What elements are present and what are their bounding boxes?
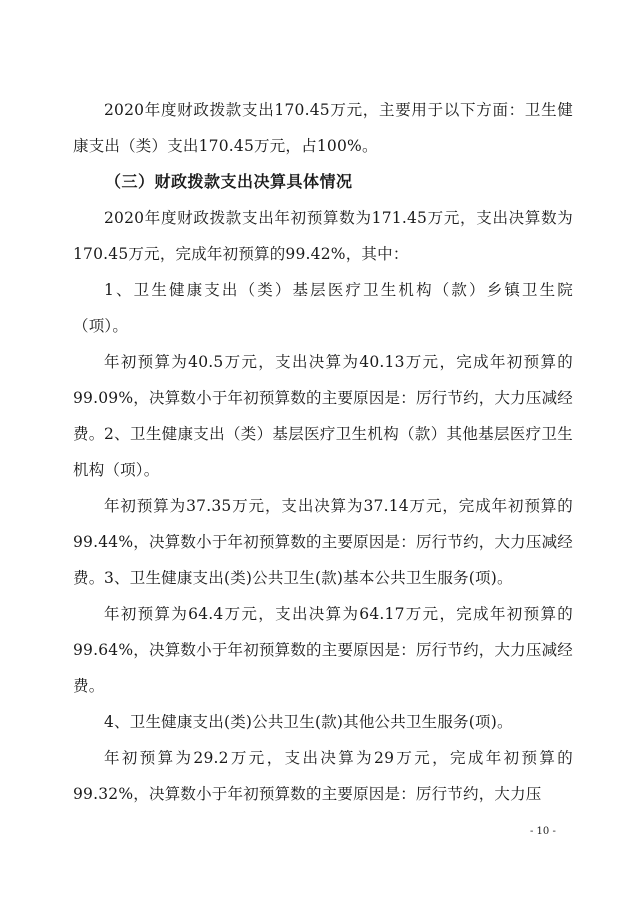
paragraph-item-1-title: 1、卫生健康支出（类）基层医疗卫生机构（款）乡镇卫生院（项）。 — [73, 281, 573, 335]
paragraph-item-2-title: 2、卫生健康支出（类）基层医疗卫生机构（款）其他基层医疗卫生机构（项）。 — [73, 425, 573, 479]
paragraph-budget-overview: 2020年度财政拨款支出年初预算数为171.45万元，支出决算数为170.45万元，完成年初预算的99.42%，其中： — [73, 209, 573, 263]
paragraph-item-4-title: 4、卫生健康支出(类)公共卫生(款)其他公共卫生服务(项)。 — [104, 713, 513, 731]
paragraph-expenditure-summary: 2020年度财政拨款支出170.45万元，主要用于以下方面：卫生健康支出（类）支出170.45万元，占100%。 — [73, 101, 573, 155]
paragraph-item-3-detail: 年初预算为64.4万元，支出决算为64.17万元，完成年初预算的99.64%，决算数小于年初预算数的主要原因是：厉行节约，大力压减经费。 — [73, 605, 573, 695]
paragraph-item-3-title: 3、卫生健康支出(类)公共卫生(款)基本公共卫生服务(项)。 — [104, 569, 513, 587]
section-heading: （三）财政拨款支出决算具体情况 — [105, 172, 353, 191]
paragraph-item-4-detail: 年初预算为29.2万元，支出决算为29万元，完成年初预算的99.32%，决算数小于年初预算数的主要原因是：厉行节约，大力压 — [73, 749, 573, 803]
paragraph-item-1-detail: 年初预算为40.5万元，支出决算为40.13万元，完成年初预算的99.09%，决算数小于年初预算数的主要原因是：厉行节约，大力压减经费。 — [73, 353, 573, 443]
paragraph-item-2-detail: 年初预算为37.35万元，支出决算为37.14万元，完成年初预算的99.44%，决算数小于年初预算数的主要原因是：厉行节约，大力压减经费。 — [73, 497, 573, 587]
page-number: - 10 - — [530, 826, 556, 837]
